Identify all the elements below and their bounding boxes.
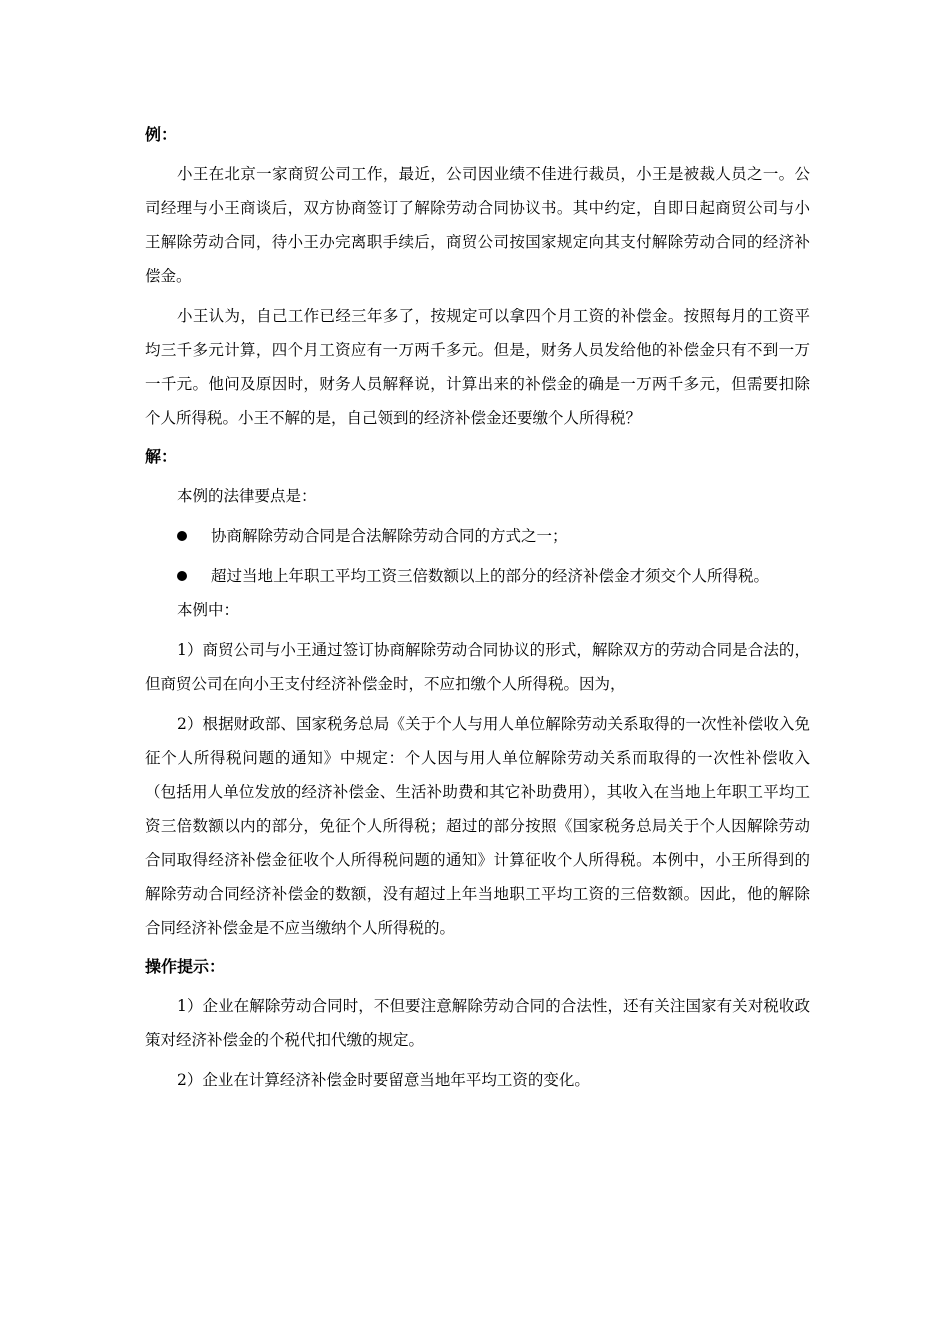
case-paragraph-1: 1）商贸公司与小王通过签订协商解除劳动合同协议的形式，解除双方的劳动合同是合法的，但商贸公司在向小王支付经济补偿金时，不应扣缴个人所得税。因为， (145, 641, 810, 693)
example-paragraph-1: 小王在北京一家商贸公司工作，最近，公司因业绩不佳进行裁员，小王是被裁人员之一。公司经理与小王商谈后，双方协商签订了解除劳动合同协议书。其中约定，自即日起商贸公司与小王解除劳动合同，待小王办完离职手续后，商贸公司按国家规定向其支付解除劳动合同的经济补偿金。 (145, 165, 810, 285)
tips-paragraph-1: 1）企业在解除劳动合同时，不但要注意解除劳动合同的合法性，还有关注国家有关对税收政策对经济补偿金的个税代扣代缴的规定。 (145, 997, 810, 1049)
bullet-icon (177, 571, 187, 581)
case-paragraph-2: 2）根据财政部、国家税务总局《关于个人与用人单位解除劳动关系取得的一次性补偿收入免征个人所得税问题的通知》中规定：个人因与用人单位解除劳动关系而取得的一次性补偿收入（包括用人单位发放的经济补偿金、生活补助费和其它补助费用），其收入在当地上年职工平均工资三倍数额以内的部分，免征个人所得税；超过的部分按照《国家税务总局关于个人因解除劳动合同取得经济补偿金征收个人所得税问题的通知》计算征收个人所得税。本例中，小王所得到的解除劳动合同经济补偿金的数额，没有超过上年当地职工平均工资的三倍数额。因此，他的解除合同经济补偿金是不应当缴纳个人所得税的。 (145, 715, 810, 937)
legal-points-intro: 本例的法律要点是： (177, 487, 317, 505)
legal-point-text: 超过当地上年职工平均工资三倍数额以上的部分的经济补偿金才须交个人所得税。 (211, 567, 770, 585)
legal-point-2 (145, 559, 810, 593)
solution-heading: 解： (145, 447, 178, 466)
legal-point-text: 协商解除劳动合同是合法解除劳动合同的方式之一； (211, 527, 568, 545)
legal-point-1 (145, 519, 810, 553)
bullet-icon (177, 531, 187, 541)
tips-heading: 操作提示： (145, 957, 226, 976)
example-heading: 例： (145, 125, 178, 144)
document-page (145, 113, 810, 1097)
example-paragraph-2: 小王认为，自己工作已经三年多了，按规定可以拿四个月工资的补偿金。按照每月的工资平均三千多元计算，四个月工资应有一万两千多元。但是，财务人员发给他的补偿金只有不到一万一千元。他问及原因时，财务人员解释说，计算出来的补偿金的确是一万两千多元，但需要扣除个人所得税。小王不解的是，自己领到的经济补偿金还要缴个人所得税？ (145, 307, 810, 427)
tips-paragraph-2: 2）企业在计算经济补偿金时要留意当地年平均工资的变化。 (177, 1071, 590, 1089)
case-intro: 本例中： (177, 601, 240, 619)
